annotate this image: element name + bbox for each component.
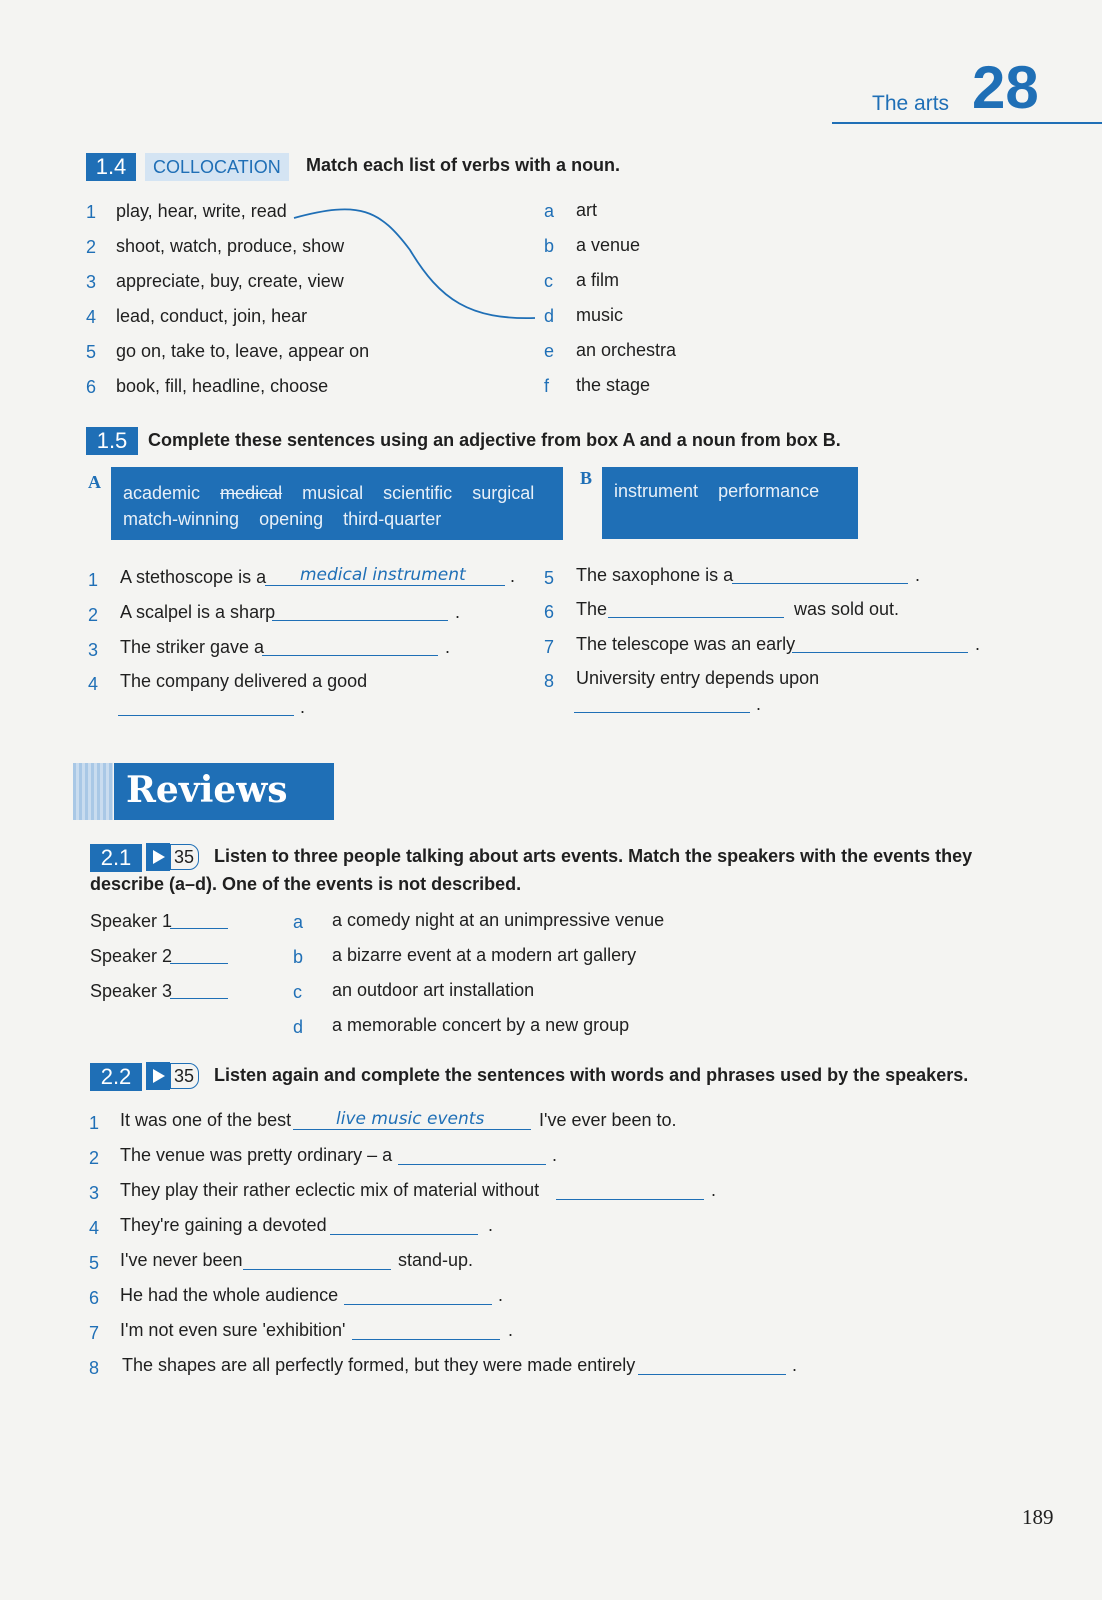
item-number: 8 (89, 1358, 100, 1378)
answer-blank[interactable] (792, 652, 968, 653)
sentence-end: . (508, 1320, 514, 1340)
noun: a film (576, 270, 620, 290)
box-b-label: B (580, 468, 593, 488)
item-number: 5 (544, 568, 555, 588)
sentence-end: . (711, 1180, 717, 1200)
answer-blank[interactable] (170, 998, 228, 999)
event-description: a comedy night at an unimpressive venue (332, 910, 665, 930)
sentence: I'm not even sure 'exhibition' (120, 1320, 346, 1340)
audio-track-button[interactable] (146, 843, 199, 871)
word-box-a (111, 467, 563, 540)
word-crossed-out: medical (220, 483, 283, 503)
reviews-banner (114, 763, 334, 820)
answer-blank[interactable] (265, 585, 505, 586)
word: scientific (383, 483, 453, 503)
sentence: The shapes are all perfectly formed, but they were made entirely (122, 1355, 636, 1375)
item-letter: c (544, 271, 553, 291)
reviews-title: Reviews (126, 769, 288, 811)
verb-list: book, fill, headline, choose (116, 376, 329, 396)
sentence-end: . (756, 694, 762, 714)
item-number: 6 (89, 1288, 100, 1308)
item-letter: b (293, 947, 304, 967)
answer-blank[interactable] (398, 1164, 546, 1165)
box-a-label: A (88, 472, 101, 492)
event-description: a memorable concert by a new group (332, 1015, 630, 1035)
sentence-end: . (488, 1215, 494, 1235)
verb-list: shoot, watch, produce, show (116, 236, 345, 256)
instruction-2-1-line1: Listen to three people talking about arts events. Match the speakers with the events they (214, 846, 973, 866)
answer-blank[interactable] (352, 1339, 500, 1340)
noun: a venue (576, 235, 641, 255)
item-number: 2 (86, 237, 97, 257)
event-description: an outdoor art installation (332, 980, 535, 1000)
answer-blank[interactable] (330, 1234, 478, 1235)
sentence: A stethoscope is a (120, 567, 267, 587)
sentence: A scalpel is a sharp (120, 602, 276, 622)
sentence: They're gaining a devoted (120, 1215, 327, 1235)
item-letter: a (544, 201, 555, 221)
handwritten-answer: live music events (336, 1109, 485, 1129)
sentence-after: I've ever been to. (539, 1110, 677, 1130)
answer-blank[interactable] (170, 928, 228, 929)
sentence: The (576, 599, 608, 619)
sentence-end: . (552, 1145, 558, 1165)
word: third-quarter (343, 509, 442, 529)
sentence-after: was sold out. (794, 599, 900, 619)
word: performance (718, 481, 820, 501)
sentence-end: . (498, 1285, 504, 1305)
answer-blank[interactable] (118, 715, 294, 716)
sentence-end: . (975, 634, 981, 654)
item-number: 2 (88, 605, 99, 625)
item-letter: c (293, 982, 302, 1002)
track-number: 35 (170, 844, 199, 870)
noun: art (576, 200, 598, 220)
word: opening (259, 509, 324, 529)
sentence: They play their rather eclectic mix of material without (120, 1180, 540, 1200)
word: academic (123, 483, 201, 503)
answer-blank[interactable] (732, 583, 908, 584)
item-letter: f (544, 376, 550, 396)
speaker-label: Speaker 1 (90, 911, 173, 931)
answer-blank[interactable] (262, 655, 438, 656)
item-number: 3 (86, 272, 97, 292)
item-letter: d (293, 1017, 304, 1037)
word: match-winning (123, 509, 240, 529)
answer-blank[interactable] (243, 1269, 391, 1270)
sentence-end: . (915, 565, 921, 585)
sentence-end: . (510, 566, 516, 586)
answer-blank[interactable] (344, 1304, 492, 1305)
item-number: 4 (89, 1218, 100, 1238)
item-number: 6 (86, 377, 97, 397)
speaker-label: Speaker 2 (90, 946, 173, 966)
item-number: 5 (89, 1253, 100, 1273)
sentence: It was one of the best (120, 1110, 292, 1130)
item-number: 3 (89, 1183, 100, 1203)
audio-track-button[interactable] (146, 1062, 199, 1090)
play-icon (146, 843, 170, 871)
noun: an orchestra (576, 340, 677, 360)
play-icon (146, 1062, 170, 1090)
instruction-2-2: Listen again and complete the sentences with words and phrases used by the speakers. (214, 1065, 969, 1085)
answer-blank[interactable] (170, 963, 228, 964)
instruction-1-4: Match each list of verbs with a noun. (306, 155, 621, 175)
answer-blank[interactable] (574, 712, 750, 713)
word: musical (302, 483, 364, 503)
item-letter: e (544, 341, 555, 361)
item-number: 1 (88, 570, 99, 590)
reviews-banner-stripes (73, 763, 113, 820)
sentence: The telescope was an early (576, 634, 796, 654)
verb-list: play, hear, write, read (116, 201, 287, 221)
item-number: 1 (89, 1113, 100, 1133)
sentence: The venue was pretty ordinary – a (120, 1145, 393, 1165)
sentence-end: . (445, 637, 451, 657)
answer-blank[interactable] (293, 1129, 531, 1130)
section-title: The arts (872, 92, 950, 115)
verb-list: go on, take to, leave, appear on (116, 341, 370, 361)
item-number: 4 (86, 307, 97, 327)
answer-blank[interactable] (638, 1374, 786, 1375)
match-connector-line (0, 0, 1102, 420)
exercise-number-1-5: 1.5 (86, 427, 138, 455)
word-box-b (602, 467, 858, 539)
unit-number: 28 (972, 54, 1039, 121)
verb-list: appreciate, buy, create, view (116, 271, 344, 291)
item-number: 5 (86, 342, 97, 362)
item-number: 7 (89, 1323, 100, 1343)
sentence-end: . (455, 602, 461, 622)
instruction-1-5: Complete these sentences using an adjective from box A and a noun from box B. (148, 430, 841, 450)
item-number: 6 (544, 602, 555, 622)
answer-blank[interactable] (608, 617, 784, 618)
item-number: 7 (544, 637, 555, 657)
exercise-number-1-4: 1.4 (86, 153, 136, 181)
sentence: I've never been (120, 1250, 243, 1270)
speaker-label: Speaker 3 (90, 981, 173, 1001)
exercise-number-2-1: 2.1 (90, 844, 142, 872)
page-number: 189 (1022, 1505, 1054, 1529)
item-letter: b (544, 236, 555, 256)
sentence-end: . (792, 1355, 798, 1375)
noun: music (576, 305, 624, 325)
event-description: a bizarre event at a modern art gallery (332, 945, 637, 965)
collocation-tag: COLLOCATION (145, 153, 289, 181)
item-letter: a (293, 912, 304, 932)
exercise-number-2-2: 2.2 (90, 1063, 142, 1091)
handwritten-answer: medical instrument (300, 565, 466, 585)
item-number: 8 (544, 671, 555, 691)
sentence: He had the whole audience (120, 1285, 339, 1305)
word: instrument (614, 481, 699, 501)
item-number: 1 (86, 202, 97, 222)
answer-blank[interactable] (556, 1199, 704, 1200)
sentence: The saxophone is a (576, 565, 734, 585)
answer-blank[interactable] (272, 620, 448, 621)
item-number: 3 (88, 640, 99, 660)
sentence: The company delivered a good (120, 671, 368, 691)
item-number: 2 (89, 1148, 100, 1168)
item-letter: d (544, 306, 555, 326)
noun: the stage (576, 375, 651, 395)
track-number: 35 (170, 1063, 199, 1089)
sentence-end: . (300, 697, 306, 717)
word: surgical (472, 483, 535, 503)
sentence: The striker gave a (120, 637, 265, 657)
instruction-2-1-line2: describe (a–d). One of the events is not described. (90, 874, 522, 894)
verb-list: lead, conduct, join, hear (116, 306, 308, 326)
item-number: 4 (88, 674, 99, 694)
sentence-after: stand-up. (398, 1250, 474, 1270)
sentence: University entry depends upon (576, 668, 820, 688)
